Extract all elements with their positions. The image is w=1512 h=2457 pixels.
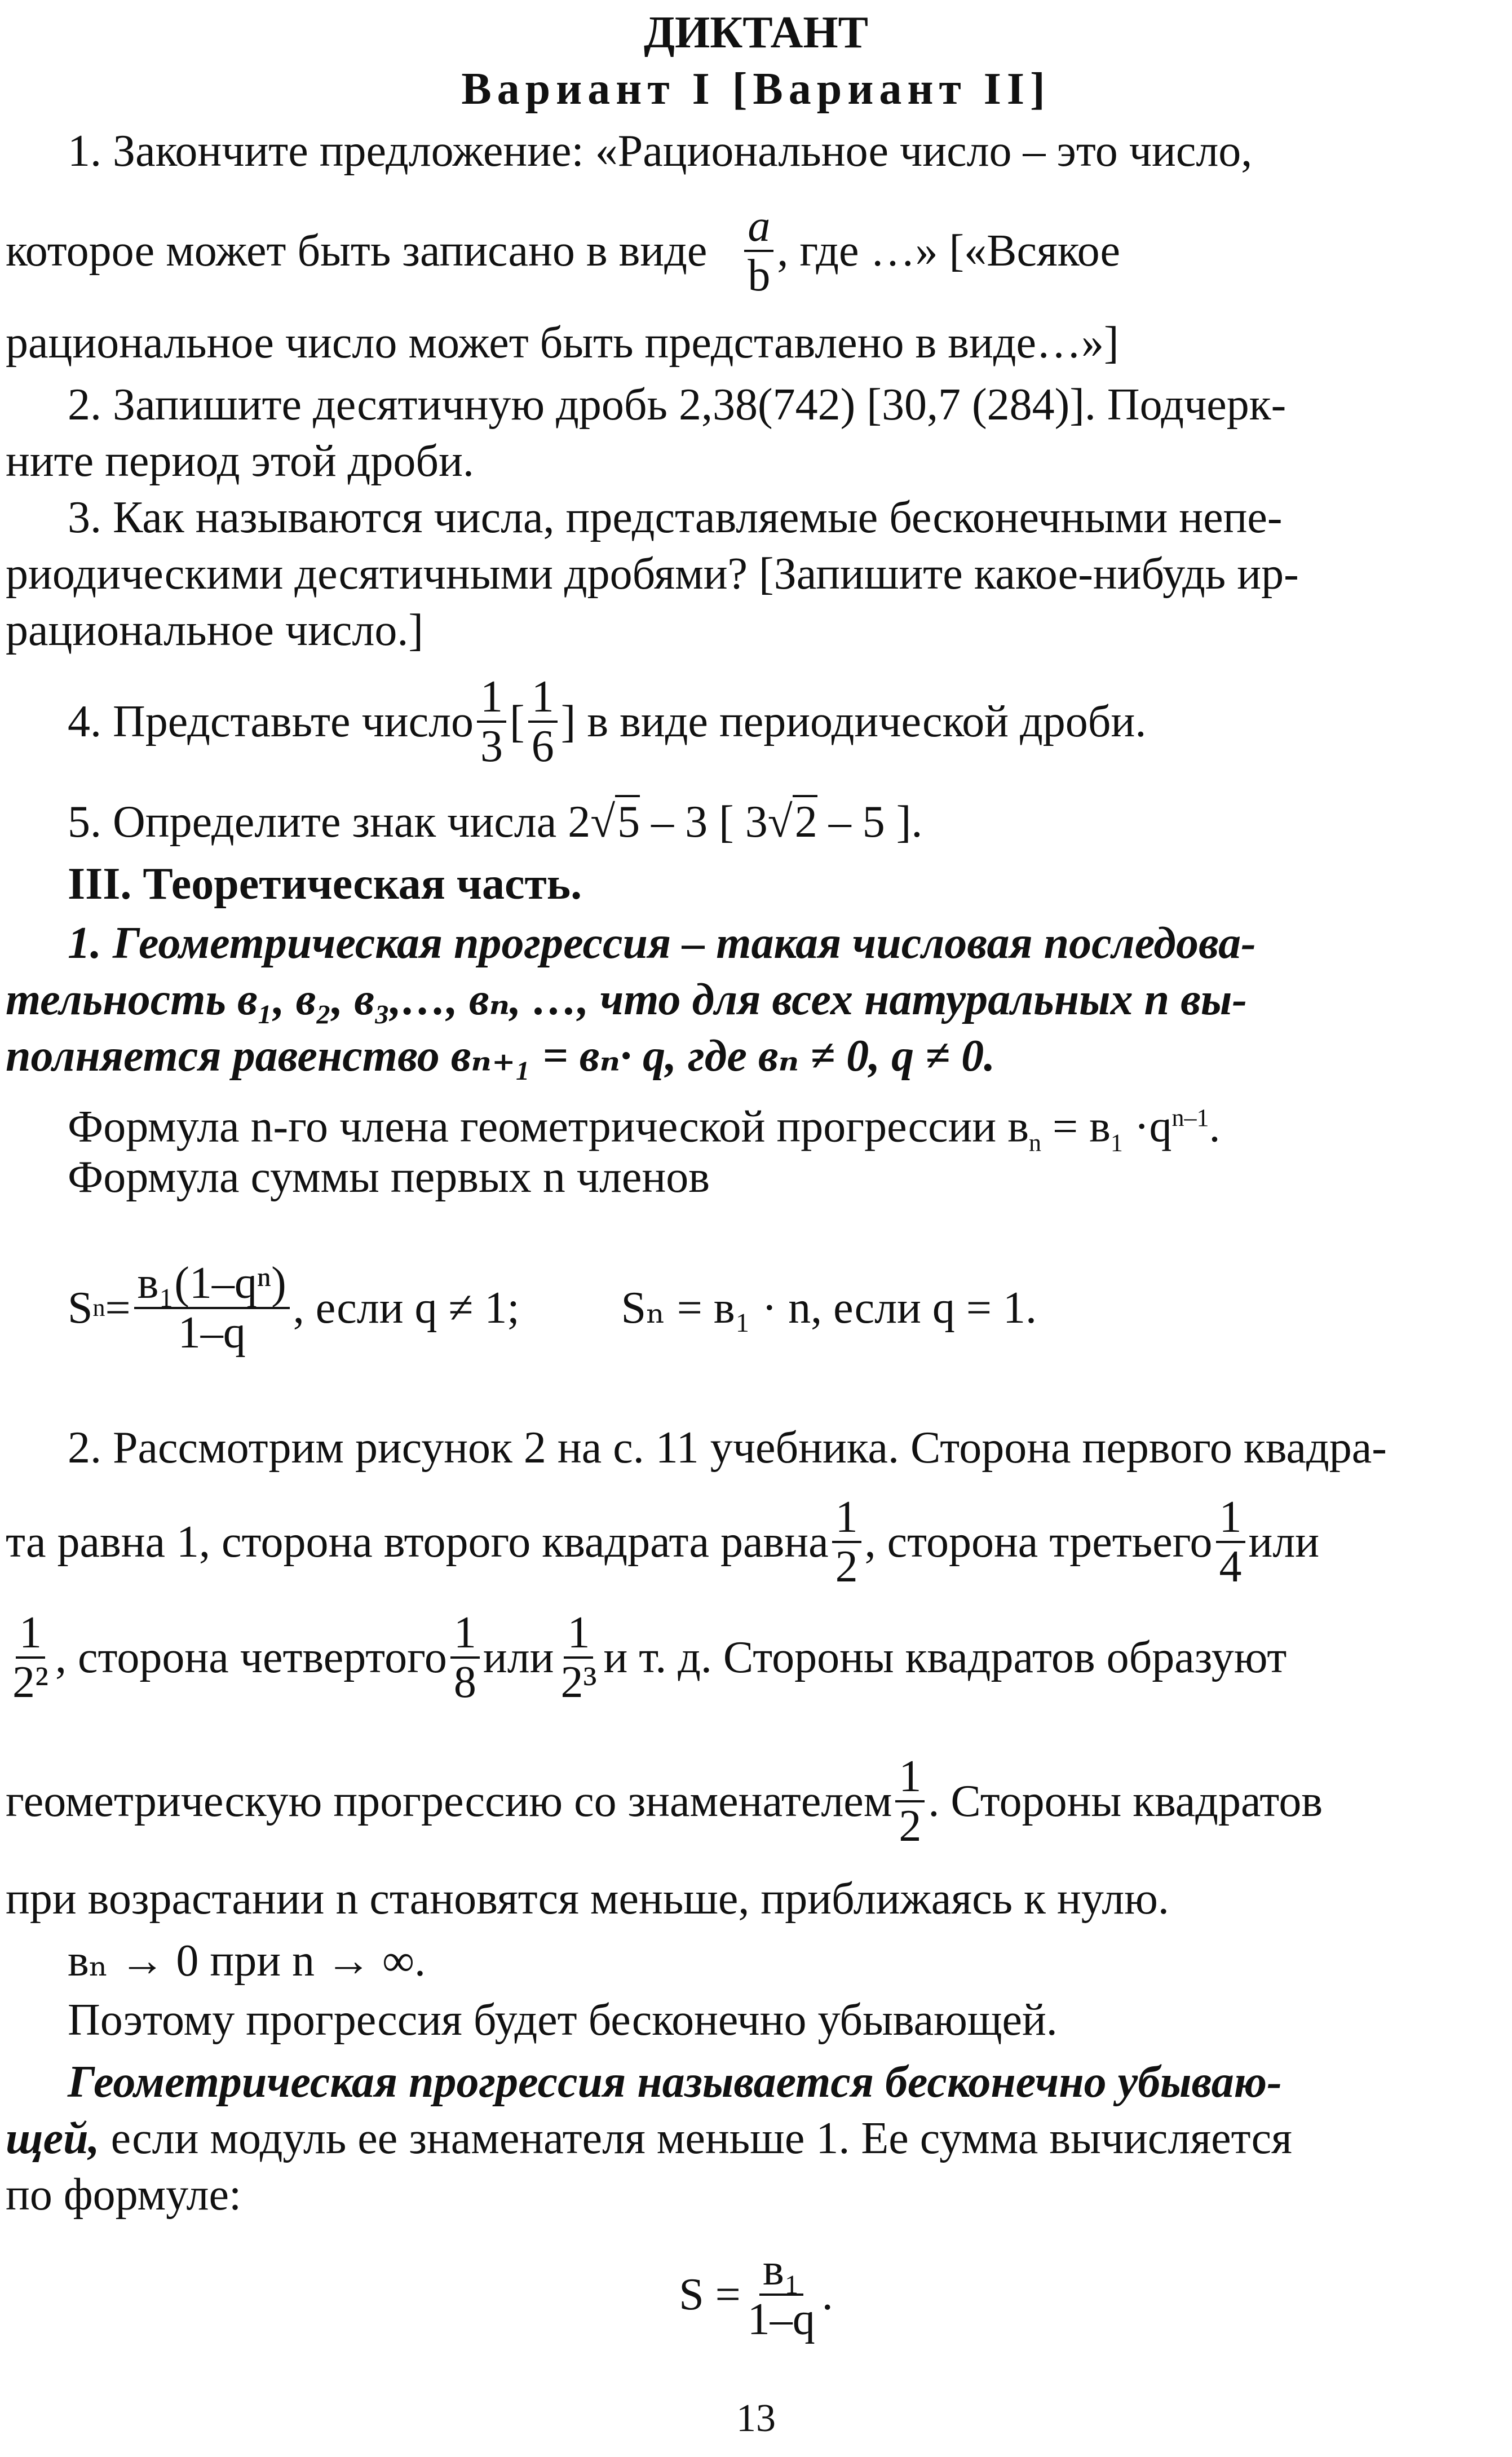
bracket-open: [ — [510, 697, 525, 746]
conclusion-line: Поэтому прогрессия будет бесконечно убывающей. — [68, 1995, 1058, 2045]
q3-line3: рациональное число.] — [6, 606, 423, 655]
definition-line1: 1. Геометрическая прогрессия – такая числовая последова- — [68, 918, 1256, 968]
fraction-numerator: в₁(1–qⁿ) — [134, 1260, 290, 1309]
p2-text: . Стороны квадратов — [928, 1777, 1323, 1826]
q1-line3: рациональное число может быть представлено в виде…»] — [6, 318, 1119, 368]
fraction-numerator: 1 — [528, 673, 558, 723]
q4-line — [68, 671, 1506, 772]
sqrt-sign: √ — [590, 797, 616, 847]
dictation-title: ДИКТАНТ — [643, 8, 868, 58]
sum-symbol: S — [68, 1283, 93, 1333]
sum-fraction — [134, 1260, 290, 1356]
definition-line3: полняется равенство вₙ₊₁ = вₙ· q, где вₙ ≠ 0, q ≠ 0. — [6, 1031, 996, 1081]
fraction-denominator: 1–q — [178, 1308, 246, 1358]
radicand: 2 — [793, 795, 817, 847]
fraction-numerator: 1 — [16, 1609, 45, 1659]
fraction-a-over-b — [744, 202, 773, 299]
p2-line1: 2. Рассмотрим рисунок 2 на с. 11 учебника. Сторона первого квадра- — [68, 1423, 1387, 1473]
p2-line5: при возрастании n становятся меньше, приближаясь к нулю. — [6, 1874, 1169, 1924]
q5-line — [68, 795, 1506, 849]
q4-text: 4. Представьте число — [68, 697, 474, 746]
fraction-denominator: 2 — [835, 1542, 858, 1592]
infinite-def-line3: по формуле: — [6, 2170, 242, 2220]
fraction-one-eighth — [450, 1609, 480, 1706]
q1-line2 — [6, 201, 1506, 301]
p2-line2 — [6, 1494, 1506, 1590]
infinite-sum-fraction — [744, 2246, 819, 2343]
page-number: 13 — [736, 2397, 776, 2440]
subscript: 1 — [1110, 1129, 1123, 1157]
fraction-numerator: 1 — [564, 1609, 593, 1659]
formula-text: ·q — [1122, 1102, 1172, 1152]
fraction-numerator: 1 — [450, 1609, 480, 1659]
fraction-one-over-two-squared — [9, 1609, 52, 1706]
formula-text: . — [1209, 1102, 1221, 1152]
q5-text: 5. Определите знак числа 2 — [68, 797, 591, 847]
q1-line2-end: , где …» [«Всякое — [777, 226, 1121, 276]
definition-term-end: щей, — [6, 2114, 100, 2163]
p2-text: или — [1248, 1517, 1320, 1567]
sum-condition: , если q ≠ 1; — [293, 1283, 520, 1333]
q3-line2: риодическими десятичными дробями? [Запишите какое-нибудь ир- — [6, 549, 1299, 599]
infinite-def-line2 — [6, 2111, 1506, 2166]
p2-text: и т. д. Стороны квадратов образуют — [603, 1633, 1287, 1682]
variant-heading: Вариант I [Вариант II] — [461, 64, 1051, 114]
definition-text: если модуль ее знаменателя меньше 1. Ее сумма вычисляется — [99, 2114, 1292, 2163]
p2-text: та равна 1, сторона второго квадрата равна — [6, 1517, 829, 1567]
q3-line1: 3. Как называются числа, представляемые бесконечными непе- — [68, 493, 1283, 542]
superscript: n–1 — [1171, 1104, 1209, 1132]
definition-line2: тельность в₁, в₂, в₃,…, вₙ, …, что для всех натуральных n вы- — [6, 975, 1248, 1024]
fraction-numerator: 1 — [1216, 1493, 1245, 1543]
formula-text: = в — [1041, 1102, 1111, 1152]
p2-text: геометрическую прогрессию со знаменателем — [6, 1777, 892, 1826]
limit-line: вₙ → 0 при n → ∞. — [68, 1936, 426, 1986]
q5-text-end: – 5 ]. — [817, 797, 923, 847]
infinite-def-line1: Геометрическая прогрессия называется бесконечно убываю- — [68, 2057, 1282, 2107]
subscript: n — [1029, 1129, 1041, 1157]
fraction-numerator: в₁ — [759, 2246, 803, 2296]
fraction-one-third — [477, 673, 506, 770]
q1-line2-text: которое может быть записано в виде — [6, 226, 708, 276]
p2-text: , сторона четвертого — [55, 1633, 447, 1682]
q2-line2: ните период этой дроби. — [6, 436, 474, 486]
fraction-numerator: 1 — [832, 1493, 861, 1543]
fraction-one-half — [832, 1493, 861, 1590]
fraction-denominator: 1–q — [747, 2295, 815, 2344]
fraction-denominator: 4 — [1219, 1542, 1242, 1592]
sum-formula-label: Формула суммы первых n членов — [68, 1152, 710, 1202]
equals-sign: = — [105, 1283, 131, 1333]
fraction-ratio-one-half — [895, 1753, 925, 1850]
fraction-denominator: 8 — [453, 1658, 476, 1707]
p2-text: или — [483, 1633, 554, 1682]
fraction-denominator: 2³ — [560, 1658, 597, 1707]
q5-text-mid: – 3 [ 3 — [640, 797, 768, 847]
fraction-denominator: 2 — [899, 1801, 922, 1851]
theory-heading: III. Теоретическая часть. — [68, 859, 582, 909]
sum-formula — [68, 1252, 1506, 1364]
sum-formula-q1: Sₙ = в₁ · n, если q = 1. — [621, 1283, 1037, 1333]
sum-lhs: S = — [679, 2270, 741, 2319]
fraction-denominator: 3 — [480, 722, 503, 771]
q4-text-end: ] в виде периодической дроби. — [560, 697, 1147, 746]
infinite-sum-formula — [6, 2238, 1506, 2351]
q2-line1: 2. Запишите десятичную дробь 2,38(742) [30,7 (284)]. Подчерк- — [68, 380, 1286, 430]
q1-line1: 1. Закончите предложение: «Рациональное число – это число, — [68, 126, 1253, 176]
p2-line4 — [6, 1753, 1506, 1849]
fraction-one-sixth — [528, 673, 558, 770]
formula-text: Формула n-го члена геометрической прогрессии в — [68, 1102, 1029, 1152]
fraction-denominator: 6 — [531, 722, 554, 771]
p2-text: , сторона третьего — [864, 1517, 1213, 1567]
fraction-numerator: 1 — [895, 1753, 925, 1802]
fraction-one-quarter — [1216, 1493, 1245, 1590]
sqrt-sign: √ — [767, 797, 793, 847]
fraction-numerator: 1 — [477, 673, 506, 723]
fraction-numerator: a — [744, 202, 773, 252]
fraction-denominator: b — [748, 251, 771, 301]
p2-line3 — [6, 1607, 1506, 1708]
period: . — [821, 2270, 833, 2319]
fraction-denominator: 2² — [12, 1658, 48, 1707]
radicand: 5 — [615, 795, 640, 847]
fraction-one-over-two-cubed — [557, 1609, 600, 1706]
subscript: n — [92, 1294, 105, 1322]
